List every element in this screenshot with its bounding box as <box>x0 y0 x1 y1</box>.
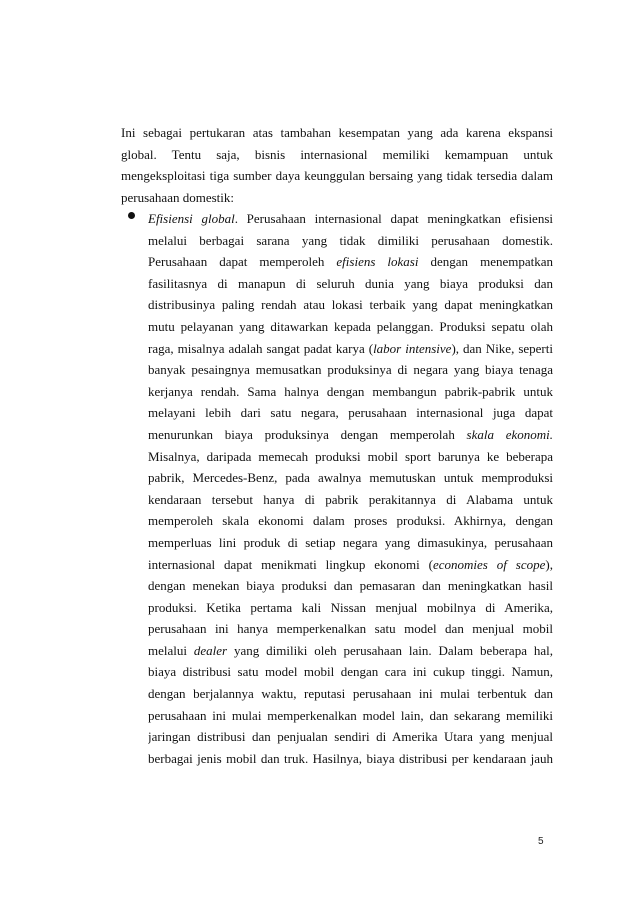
bullet-text: . Perusahaan internasional dapat meningkatkan efisiensi <box>234 211 553 226</box>
bullet-text: dengan menempatkan <box>418 254 553 270</box>
bullet-text: internasional dapat menikmati lingkup ekonomi ( <box>148 556 433 572</box>
bullet-line <box>148 251 553 273</box>
bullet-line: mutu pelayanan yang ditawarkan kepada pelanggan. Produksi sepatu olah <box>148 318 553 334</box>
bullet-line <box>148 640 553 662</box>
bullet-marker-icon <box>128 212 135 219</box>
bullet-item-efisiensi-global <box>148 208 553 769</box>
bullet-line: banyak pesaingnya memusatkan produksinya di negara yang biaya tenaga <box>148 362 553 378</box>
page-number: 5 <box>538 836 544 847</box>
bullet-line: melayani lebih dari satu negara, perusahaan internasional juga dapat <box>148 405 553 421</box>
bullet-line: jaringan distribusi dan penjualan sendiri di Amerika Utara yang menjual <box>148 729 553 745</box>
bullet-line: produksi. Ketika pertama kali Nissan menjual mobilnya di Amerika, <box>148 599 553 615</box>
intro-paragraph <box>121 122 553 208</box>
bullet-line: memperluas lini produk di setiap negara yang dimasukinya, perusahaan <box>148 534 553 550</box>
bullet-text: Perusahaan dapat memperoleh <box>148 254 337 270</box>
term-labor-intensive: labor intensive <box>373 340 452 356</box>
intro-line: global. Tentu saja, bisnis internasional memiliki kemampuan untuk <box>121 146 553 162</box>
bullet-line <box>148 554 553 576</box>
bullet-line: Misalnya, daripada memecah produksi mobil sport barunya ke beberapa <box>148 448 553 464</box>
bullet-text: yang dimiliki oleh perusahaan lain. Dalam beberapa hal, <box>227 642 553 658</box>
bullet-text: menurunkan biaya produksinya dengan memperolah <box>148 426 467 442</box>
bullet-line: memperoleh skala ekonomi dalam proses produksi. Akhirnya, dengan <box>148 513 553 529</box>
bullet-line: kerjanya rendah. Sama halnya dengan membangun pabrik-pabrik untuk <box>148 383 553 399</box>
intro-line: Ini sebagai pertukaran atas tambahan kesempatan yang ada karena ekspansi <box>121 125 553 140</box>
bullet-line: kendaraan tersebut hanya di pabrik perakitannya di Alabama untuk <box>148 491 553 507</box>
bullet-line <box>148 424 553 446</box>
bullet-text: ), dan Nike, seperti <box>451 340 553 356</box>
bullet-line: berbagai jenis mobil dan truk. Hasilnya, biaya distribusi per kendaraan jauh <box>148 750 553 766</box>
bullet-line: distribusinya paling rendah atau lokasi terbaik yang dapat meningkatkan <box>148 297 553 313</box>
bullet-line: dengan menekan biaya produksi dan pemasaran dan meningkatkan hasil <box>148 578 553 594</box>
intro-line: perusahaan domestik: <box>121 189 234 205</box>
term-efisiens-lokasi: efisiens lokasi <box>336 254 419 270</box>
term-economies-of-scope: economies of scope <box>433 556 546 572</box>
bullet-line: melalui berbagai sarana yang tidak dimiliki perusahaan domestik. <box>148 232 553 248</box>
term-dealer: dealer <box>193 642 228 658</box>
bullet-line: biaya distribusi satu model mobil dengan cara ini cukup tinggi. Namun, <box>148 664 553 680</box>
bullet-line <box>148 338 553 360</box>
term-skala-ekonomi: skala ekonomi. <box>466 426 553 442</box>
bullet-text: melalui <box>148 642 194 658</box>
bullet-line: pabrik, Mercedes-Benz, pada awalnya memutuskan untuk memproduksi <box>148 470 553 486</box>
bullet-text: ), <box>545 556 553 572</box>
bullet-line: fasilitasnya di manapun di seluruh dunia yang biaya produksi dan <box>148 275 553 291</box>
bullet-line <box>148 208 553 230</box>
intro-line: mengeksploitasi tiga sumber daya keunggulan bersaing yang tidak tersedia dalam <box>121 168 553 184</box>
bullet-line: perusahaan ini hanya memperkenalkan satu model dan menjual mobil <box>148 621 553 637</box>
bullet-text: raga, misalnya adalah sangat padat karya ( <box>148 340 374 356</box>
term-efisiensi-global: Efisiensi global <box>148 211 235 226</box>
bullet-line: dengan berjalannya waktu, reputasi perusahaan ini mulai terbentuk dan <box>148 686 553 702</box>
bullet-line: perusahaan ini mulai memperkenalkan model lain, dan sekarang memiliki <box>148 707 553 723</box>
